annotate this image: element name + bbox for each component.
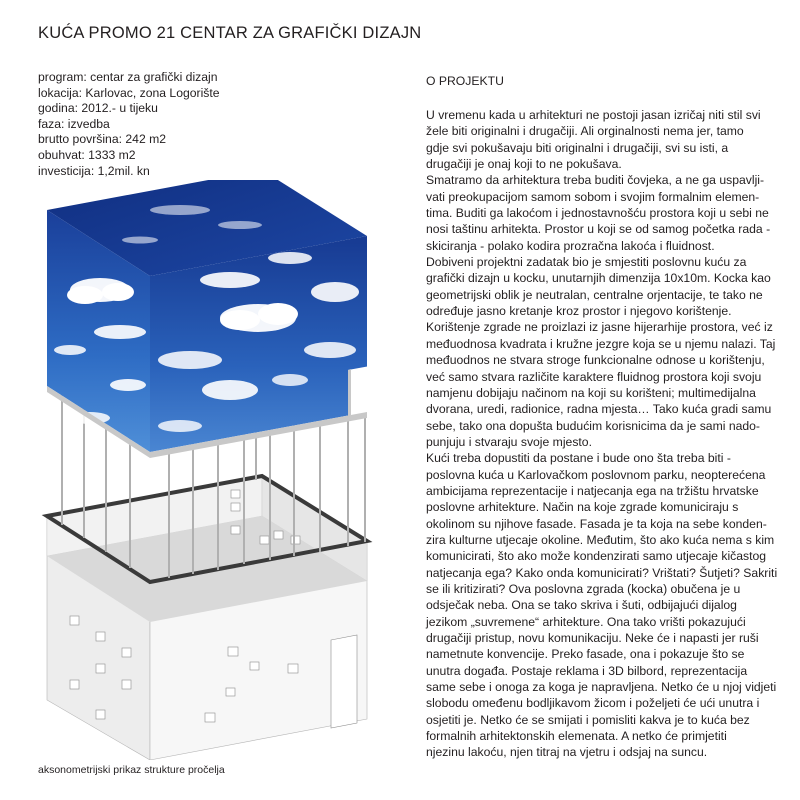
article-line: njezinu lakoću, njen titraj na vjetru i odsjaj na suncu.: [426, 745, 708, 760]
article-line: međuodnos ne stvara stroge funkcionalne odnose u korištenju,: [426, 353, 765, 368]
article-line: odsječak neba. Ona se tako skriva i šuti, odbijajući dijalog: [426, 598, 737, 613]
article-line: jezikom „suvremene“ arhitekture. Ona tako vrišti pokazujući: [426, 614, 746, 629]
article-body: [426, 107, 788, 761]
article-line: zira kulturne utjecaje okoline. Međutim, što ako kuća nema s kim: [426, 532, 775, 547]
fact-year: godina: 2012.- u tijeku: [38, 101, 158, 116]
article-line: već samo stvara različite karaktere fluidnog prostora koji svoju: [426, 369, 762, 384]
article-line: slobodu omeđenu bodljikavom žicom i poželjeti će ući unutra i: [426, 696, 760, 711]
article-line: Dobiveni projektni zadatak bio je smjestiti poslovnu kuću za: [426, 255, 747, 270]
article-line: U vremenu kada u arhitekturi ne postoji jasan izričaj niti stil svi: [426, 108, 761, 122]
article-line: unutra događa. Postaje reklama i 3D bilbord, reprezentacija: [426, 663, 748, 678]
article-line: okolinom su njihove fasade. Fasada je ta koja na sebe konden-: [426, 516, 767, 531]
section-title: O PROJEKTU: [426, 74, 504, 88]
article-line: skiciranja - polako kodira prozračna lakoća i fluidnost.: [426, 238, 715, 253]
article-line: poslovna kuća u Karlovačkom poslovnom parku, neopterećena: [426, 467, 766, 482]
fact-area: brutto površina: 242 m2: [38, 132, 167, 147]
project-facts: [38, 70, 220, 179]
fact-phase: faza: izvedba: [38, 116, 110, 131]
article-line: same sebe i onoga za koga je napravljena. Netko će u njoj vidjeti: [426, 680, 777, 695]
article-line: poslovne arhitekture. Način na koje zgrade komuniciraju s: [426, 500, 739, 515]
article-line: punjuju i stvaraju svoje mjesto.: [426, 434, 592, 449]
article-line: određuje jasno kretanje kroz prostor i njegovo korištenje.: [426, 304, 732, 319]
article-line: ambicijama reprezentacije i natjecanja ega na tržištu hrvatske: [426, 483, 759, 498]
sky-cube: [47, 180, 370, 458]
axonometric-figure: [30, 180, 410, 760]
article-line: nosi taštinu arhitekta. Prostor u koji se od samog početka rada -: [426, 222, 771, 237]
article-line: osjetiti je. Netko će se smijati i pomisliti kakva je to kuća bez: [426, 712, 750, 727]
article-line: sebe, tako ona dopušta budućim korisnicima da je sami nado-: [426, 418, 760, 433]
article-line: Kući treba dopustiti da postane i bude ono šta treba biti -: [426, 451, 731, 466]
article-line: drugačiji je onaj koji to ne pokušava.: [426, 157, 622, 172]
article-line: komunicirati, što ako može kondenzirati samo utjecaje kičastog: [426, 549, 767, 564]
article-line: namjenu dobijaju načinom na koji su korišteni; multimedijalna: [426, 385, 756, 400]
fact-location: lokacija: Karlovac, zona Logorište: [38, 85, 220, 100]
article-line: gdje svi pokušavaju biti originalni i drugačiji, svi su isti, a: [426, 140, 729, 155]
article-line: tima. Buditi ga lakoćom i jednostavnošću prostora koji u sebi ne: [426, 206, 769, 221]
article-line: Smatramo da arhitektura treba buditi čovjeka, a ne ga uspavlji-: [426, 173, 765, 188]
page-title: KUĆA PROMO 21 CENTAR ZA GRAFIČKI DIZAJN: [38, 24, 422, 42]
fact-scope: obuhvat: 1333 m2: [38, 147, 136, 162]
article-line: vati preokupacijom samom sobom i svojim formalnim elemen-: [426, 189, 760, 204]
article-line: nametnute konvencije. Preko fasade, ona i pokazuje što se: [426, 647, 745, 662]
article-line: žele biti originalni i drugačiji. Ali orginalnosti nema jer, tamo: [426, 124, 744, 139]
fact-program: program: centar za grafički dizajn: [38, 70, 218, 84]
article-line: formalnih arhitektonskih elemenata. A netko će primjetiti: [426, 729, 727, 744]
article-line: Korištenje zgrade ne proizlazi iz jasne hijerarhije prostora, već iz: [426, 320, 773, 335]
article-line: geometrijski oblik je neutralan, centralne orjentacije, te tako ne: [426, 287, 763, 302]
article-line: natjecanja ega? Kako onda komunicirati? Vrištati? Šutjeti? Sakriti: [426, 565, 778, 580]
article-line: međuodnosa kvadrata i kružne jezgre koja se u njemu nalazi. Taj: [426, 336, 776, 351]
figure-caption: aksonometrijski prikaz strukture pročelja: [38, 764, 225, 776]
article-line: se ili kritizirati? Ova poslovna zgrada (kocka) obučena je u: [426, 581, 741, 596]
fact-investment: investicija: 1,2mil. kn: [38, 163, 150, 178]
article-line: grafički dizajn u kocku, unutarnjih dimenzija 10x10m. Kocka kao: [426, 271, 771, 286]
article-line: dvorana, uredi, radionice, radna mjesta… Tako kuća gradi samu: [426, 402, 772, 417]
article-line: drugačiji pristup, novu komunikaciju. Neke će i napasti jer ruši: [426, 631, 759, 645]
